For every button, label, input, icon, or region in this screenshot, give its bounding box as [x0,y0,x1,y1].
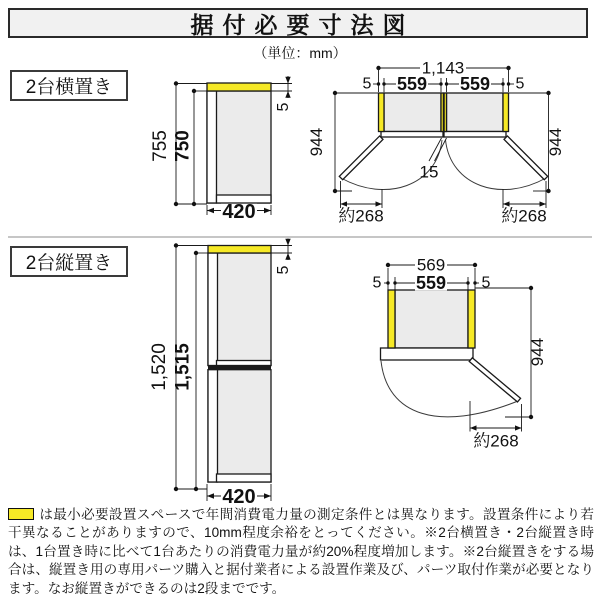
dim-depth: 420 [222,201,256,223]
dim-depth: 420 [222,486,256,508]
diagram-top-view-stacked [360,250,600,458]
title-bar [8,8,588,38]
fridge-side-view [207,83,271,203]
dim-right-depth: 944 [546,127,565,157]
dim-left-width: 559 [396,74,428,94]
clearance-strip-top [207,83,271,91]
dim-unit-width: 559 [415,273,447,293]
dim-total-height: 1,520 [149,343,170,391]
fridge-top-view [381,290,521,417]
section-vertical-label-box [10,246,128,277]
clearance-legend-swatch [8,508,34,520]
dim-total-width: 569 [416,255,446,275]
upper-fridge-back-panel [208,253,218,366]
upper-fridge-base [217,361,272,366]
clearance-strip-right [503,93,509,132]
diagram-top-view-horizontal [307,56,600,236]
door-swing-arc [381,361,518,417]
dim-right-gap: 5 [481,274,491,292]
dim-left-gap: 5 [362,75,372,93]
unit-note: （単位：mm） [253,45,347,61]
clearance-strip-top [208,246,271,254]
door-panel-open [469,358,520,402]
fridge-left-body [384,93,441,132]
dim-top-gap: 5 [275,265,292,275]
dim-unit-height: 750 [172,130,194,162]
lower-fridge-back-panel [208,370,218,482]
fridge-door-front [381,348,474,360]
section-horizontal-label-box [10,70,128,101]
clearance-strip-left [379,93,385,132]
clearance-strip-right [468,290,475,348]
door-panel-right-open [504,136,548,180]
lower-fridge-base [217,474,272,482]
clearance-strip-center-left [441,93,443,132]
door-panel-left-open [339,136,383,180]
fridge-right-body [447,93,504,132]
dim-right-door: 約268 [501,206,547,226]
fridge-stacked-side-view [208,246,271,483]
dim-right-width: 559 [459,74,491,94]
dim-left-depth: 944 [307,127,326,157]
dim-left-gap: 5 [372,274,382,292]
footer-note [8,506,594,598]
clearance-strip-left [388,290,395,348]
clearance-strip-center-right [444,93,446,132]
diagram-side-view-horizontal [140,58,312,236]
dim-door: 約268 [473,431,519,451]
dim-top-gap: 5 [275,102,292,112]
dim-total-width: 1,143 [421,58,465,78]
fridge-back-panel [207,91,217,203]
dim-unit-height: 1,515 [172,343,194,391]
fridge-pair-top-view [339,93,547,190]
dim-left-door: 約268 [338,206,384,226]
page-title: 据付必要寸法図 [190,11,415,38]
section-horizontal-label: 2台横置き [25,77,113,98]
dim-center-gap: 15 [419,162,439,182]
section-vertical-label: 2台縦置き [25,253,113,274]
footer-note-text: は最小必要設置スペースで年間消費電力量の測定条件とは異なります。設置条件により若干異なることがありますので、10mm程度余裕をとってください。※2台横置き・2台縦置き時は、1台置き時に比べて1台あたりの消費電力量が約20%程度増加します。※2台縦置きをする場合は、縦置き用の専用パーツ購入と据付業者による設置作業及び、パーツ取付作業が必要となります。なお縦置きができるのは2段までです。 [8,507,594,596]
fridge-body [395,290,468,348]
diagram-side-view-stacked [140,238,312,508]
dim-depth: 944 [528,337,547,367]
fridge-right-door-front [444,132,506,138]
fridge-left-door-front [381,132,443,138]
dim-total-height: 755 [150,130,171,162]
dim-right-gap: 5 [515,75,525,93]
